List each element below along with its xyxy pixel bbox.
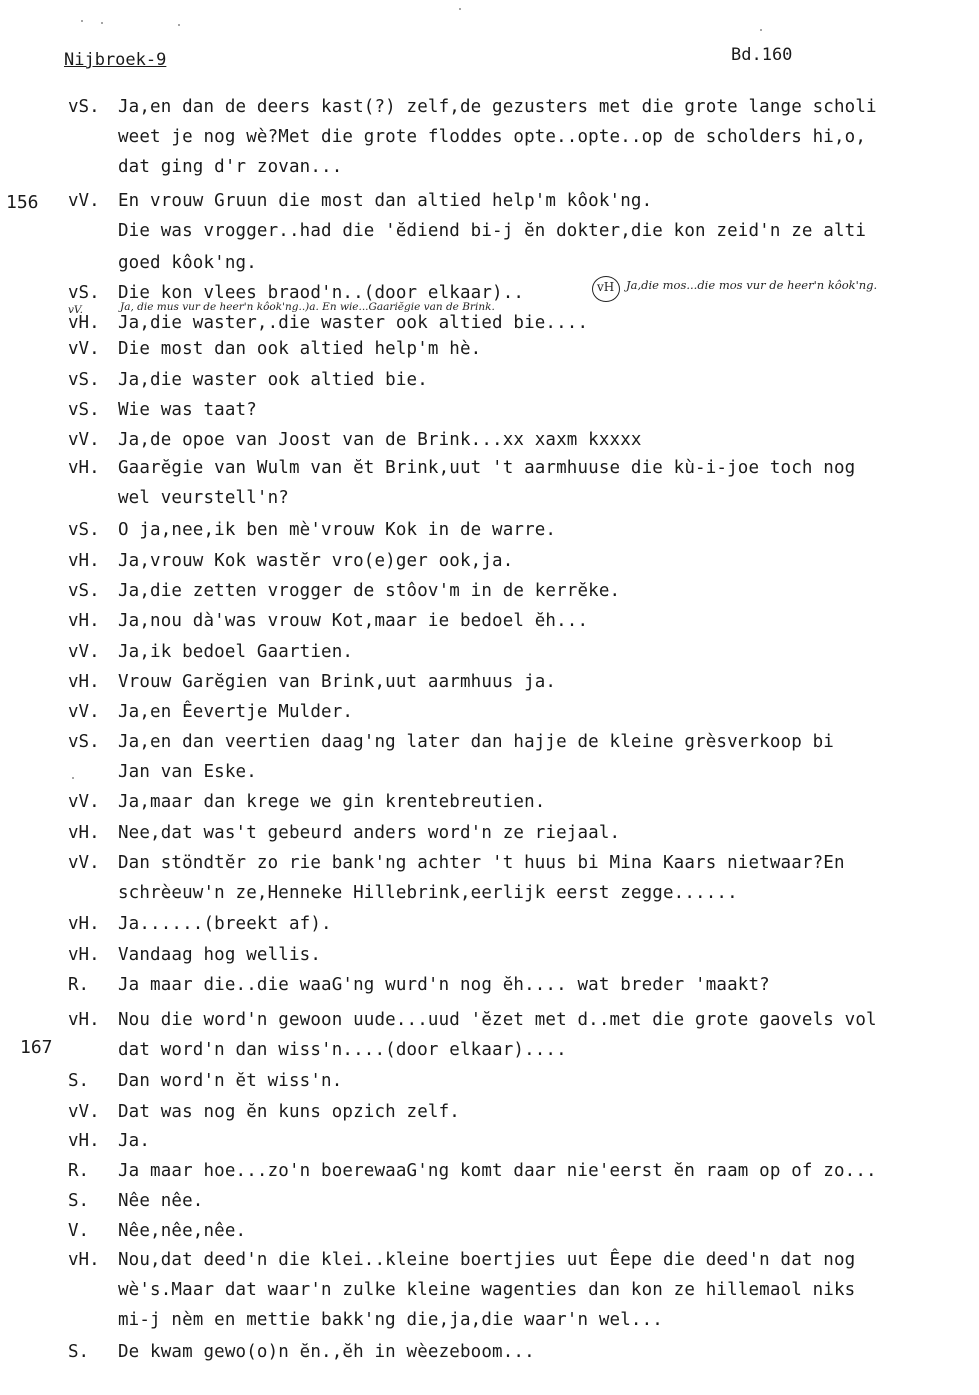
utterance-text: wel veurstell'n? bbox=[118, 488, 289, 508]
paper-speck bbox=[178, 24, 180, 26]
utterance-text: Dan word'n ĕt wiss'n. bbox=[118, 1071, 343, 1091]
transcript-line bbox=[0, 702, 979, 732]
speaker-label: S. bbox=[68, 1071, 90, 1091]
utterance-text: Ja,maar dan krege we gin krentebreutien. bbox=[118, 792, 546, 812]
transcript-line bbox=[0, 430, 979, 460]
utterance-text: Vrouw Garĕgien van Brink,uut aarmhuus ja. bbox=[118, 672, 557, 692]
transcript-line bbox=[0, 191, 979, 221]
speaker-label: vS. bbox=[68, 400, 100, 420]
transcript-line bbox=[0, 1280, 979, 1310]
utterance-text: Ja,die zetten vrogger de stôov'm in de kerrĕke. bbox=[118, 581, 621, 601]
speaker-label: vS. bbox=[68, 370, 100, 390]
utterance-text: Wie was taat? bbox=[118, 400, 257, 420]
speaker-label: vH. bbox=[68, 1131, 100, 1151]
transcript-line bbox=[0, 611, 979, 641]
transcript-line bbox=[0, 1071, 979, 1101]
utterance-text: Jan van Eske. bbox=[118, 762, 257, 782]
utterance-text: Nêe,nêe,nêe. bbox=[118, 1221, 247, 1241]
speaker-label: vV. bbox=[68, 702, 100, 722]
speaker-label: vV. bbox=[68, 339, 100, 359]
speaker-label: vV. bbox=[68, 430, 100, 450]
speaker-label: vH. bbox=[68, 672, 100, 692]
utterance-text: Ja,de opoe van Joost van de Brink...xx xaxm kxxxx bbox=[118, 430, 642, 450]
utterance-text: O ja,nee,ik ben mè'vrouw Kok in de warre. bbox=[118, 520, 557, 540]
speaker-label: S. bbox=[68, 1342, 90, 1362]
utterance-text: Gaarĕgie van Wulm van ĕt Brink,uut 't aarmhuuse die kù-i-joe toch nog bbox=[118, 458, 856, 478]
paper-speck bbox=[101, 22, 103, 24]
utterance-text: Ja. bbox=[118, 1131, 151, 1151]
tape-number: Bd.160 bbox=[731, 45, 793, 65]
transcript-line bbox=[0, 458, 979, 488]
transcript-line bbox=[0, 732, 979, 762]
speaker-label: vH. bbox=[68, 823, 100, 843]
utterance-text: Dat was nog ĕn kuns opzich zelf. bbox=[118, 1102, 460, 1122]
transcript-line bbox=[0, 1191, 979, 1221]
transcript-line bbox=[0, 339, 979, 369]
utterance-text: Dan stöndtĕr zo rie bank'ng achter 't huus bi Mina Kaars nietwaar?En bbox=[118, 853, 845, 873]
speaker-label: vH. bbox=[68, 313, 100, 333]
utterance-text: Die kon vlees braod'n..(door elkaar).. bbox=[118, 283, 525, 303]
speaker-label: vV. bbox=[68, 191, 100, 211]
utterance-text: wè's.Maar dat waar'n zulke kleine wagenties dan kon ze hillemaol niks bbox=[118, 1280, 856, 1300]
transcript-line bbox=[0, 823, 979, 853]
transcript-line bbox=[0, 551, 979, 581]
paper-speck bbox=[72, 777, 74, 779]
utterance-text: Ja maar die..die waaG'ng wurd'n nog ĕh.... wat breder 'maakt? bbox=[118, 975, 770, 995]
speaker-label: vS. bbox=[68, 732, 100, 752]
paper-speck bbox=[760, 29, 762, 31]
transcript-line bbox=[0, 157, 979, 187]
utterance-text: weet je nog wè?Met die grote floddes opte..opte..op de scholders hi,o, bbox=[118, 127, 867, 147]
paper-speck bbox=[459, 8, 461, 10]
transcript-line bbox=[0, 792, 979, 822]
speaker-label: R. bbox=[68, 1161, 90, 1181]
speaker-label: vV. bbox=[68, 792, 100, 812]
speaker-label: vS. bbox=[68, 97, 100, 117]
transcript-line bbox=[0, 1342, 979, 1372]
transcript-line bbox=[0, 1102, 979, 1132]
transcript-line bbox=[0, 853, 979, 883]
utterance-text: Ja......(breekt af). bbox=[118, 914, 332, 934]
utterance-text: Nêe nêe. bbox=[118, 1191, 204, 1211]
utterance-text: Nee,dat was't gebeurd anders word'n ze riejaal. bbox=[118, 823, 621, 843]
speaker-label: vH. bbox=[68, 1010, 100, 1030]
transcript-line bbox=[0, 400, 979, 430]
transcript-line bbox=[0, 945, 979, 975]
transcript-line bbox=[0, 672, 979, 702]
handwritten-circle-label: vH bbox=[597, 280, 615, 294]
transcript-line bbox=[0, 1250, 979, 1280]
speaker-label: R. bbox=[68, 975, 90, 995]
handwritten-note-bottom: Ja, die mus vur de heer'n kôok'ng..)a. En wie...Gaariĕgie van de Brink. bbox=[120, 301, 495, 313]
transcript-line bbox=[0, 914, 979, 944]
transcript-line bbox=[0, 1221, 979, 1251]
utterance-text: Ja,en dan veertien daag'ng later dan hajje de kleine grèsverkoop bi bbox=[118, 732, 834, 752]
utterance-text: Vandaag hog wellis. bbox=[118, 945, 322, 965]
speaker-label: vV. bbox=[68, 1102, 100, 1122]
transcript-line bbox=[0, 1131, 979, 1161]
speaker-label: vH. bbox=[68, 945, 100, 965]
speaker-label: vV. bbox=[68, 642, 100, 662]
utterance-text: Die was vrogger..had die 'ĕdiend bi-j ĕn dokter,die kon zeid'n ze alti bbox=[118, 221, 867, 241]
utterance-text: dat word'n dan wiss'n....(door elkaar).... bbox=[118, 1040, 567, 1060]
transcript-line bbox=[0, 520, 979, 550]
speaker-label: vS. bbox=[68, 283, 100, 303]
document-title: Nijbroek-9 bbox=[64, 50, 167, 70]
utterance-text: Nou die word'n gewoon uude...uud 'ĕzet met d..met die grote gaovels vol bbox=[118, 1010, 877, 1030]
utterance-text: schrèeuw'n ze,Henneke Hillebrink,eerlijk eerst zegge...... bbox=[118, 883, 738, 903]
utterance-text: De kwam gewo(o)n ĕn.,ĕh in wèezeboom... bbox=[118, 1342, 535, 1362]
utterance-text: Ja,ik bedoel Gaartien. bbox=[118, 642, 354, 662]
speaker-label: vH. bbox=[68, 1250, 100, 1270]
paper-speck bbox=[81, 20, 83, 22]
transcript-line bbox=[0, 488, 979, 518]
speaker-label: vH. bbox=[68, 458, 100, 478]
utterance-text: Ja,die waster,.die waster ook altied bie.... bbox=[118, 313, 589, 333]
utterance-text: Ja,en Êevertje Mulder. bbox=[118, 702, 354, 722]
transcript-line bbox=[0, 1161, 979, 1191]
transcript-line bbox=[0, 221, 979, 251]
utterance-text: dat ging d'r zovan... bbox=[118, 157, 343, 177]
utterance-text: Ja,vrouw Kok wastĕr vro(e)ger ook,ja. bbox=[118, 551, 514, 571]
speaker-label: V. bbox=[68, 1221, 90, 1241]
transcript-line bbox=[0, 1010, 979, 1040]
handwritten-note-top: Ja,die mos...die mos vur de heer'n kôok'ng. bbox=[626, 278, 878, 292]
transcript-line bbox=[0, 581, 979, 611]
utterance-text: mi-j nèm en mettie bakk'ng die,ja,die waar'n wel... bbox=[118, 1310, 663, 1330]
utterance-text: Ja,die waster ook altied bie. bbox=[118, 370, 428, 390]
utterance-text: Nou,dat deed'n die klei..kleine boertjies uut Êepe die deed'n dat nog bbox=[118, 1250, 856, 1270]
handwritten-note-prefix: vV. bbox=[68, 304, 84, 316]
transcript-line bbox=[0, 97, 979, 127]
transcript-line bbox=[0, 883, 979, 913]
utterance-text: Ja,nou dà'was vrouw Kot,maar ie bedoel ĕh... bbox=[118, 611, 589, 631]
transcript-line bbox=[0, 127, 979, 157]
utterance-text: goed kôok'ng. bbox=[118, 253, 257, 273]
utterance-text: Ja,en dan de deers kast(?) zelf,de gezusters met die grote lange scholi bbox=[118, 97, 877, 117]
speaker-label: vS. bbox=[68, 520, 100, 540]
transcript-line bbox=[0, 762, 979, 792]
speaker-label: vH. bbox=[68, 914, 100, 934]
utterance-text: En vrouw Gruun die most dan altied help'm kôok'ng. bbox=[118, 191, 653, 211]
utterance-text: Die most dan ook altied help'm hè. bbox=[118, 339, 482, 359]
speaker-label: S. bbox=[68, 1191, 90, 1211]
speaker-label: vH. bbox=[68, 551, 100, 571]
margin-counter: 167 bbox=[20, 1037, 53, 1058]
transcript-line bbox=[0, 370, 979, 400]
transcript-line bbox=[0, 1040, 979, 1070]
transcript-line bbox=[0, 1310, 979, 1340]
speaker-label: vH. bbox=[68, 611, 100, 631]
utterance-text: Ja maar hoe...zo'n boerewaaG'ng komt daar nie'eerst ĕn raam op of zo... bbox=[118, 1161, 877, 1181]
transcript-line bbox=[0, 975, 979, 1005]
margin-counter: 156 bbox=[6, 192, 39, 213]
speaker-label: vV. bbox=[68, 853, 100, 873]
speaker-label: vS. bbox=[68, 581, 100, 601]
transcript-line bbox=[0, 642, 979, 672]
